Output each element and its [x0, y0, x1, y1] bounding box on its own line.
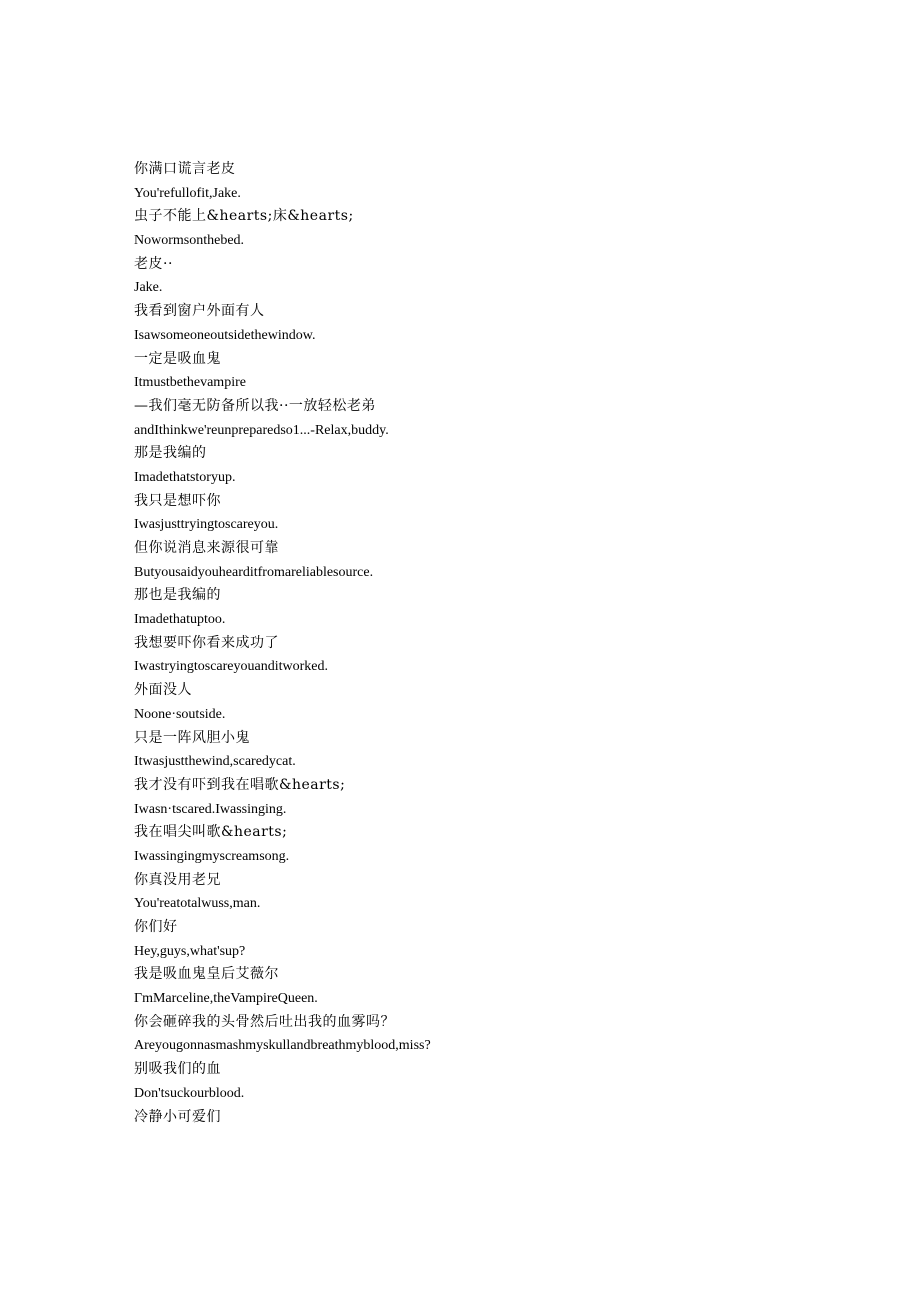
- subtitle-line-zh: 老皮··: [134, 255, 173, 272]
- subtitle-line-en: Isawsomeoneoutsidethewindow.: [134, 327, 316, 343]
- subtitle-line-zh: 但你说消息来源很可靠: [134, 540, 279, 556]
- subtitle-line-zh: 你们好: [134, 919, 178, 935]
- subtitle-line-en: Butyousaidyouhearditfromareliablesource.: [134, 564, 374, 580]
- subtitle-line-zh: 我才没有吓到我在唱歌&hearts;: [134, 776, 346, 793]
- subtitle-line-en: Nowormsonthebed.: [134, 233, 245, 249]
- subtitle-line-zh: 一定是吸血鬼: [134, 350, 221, 367]
- subtitle-line-en: You'reatotalwuss,man.: [134, 896, 261, 912]
- subtitle-line-zh: —我们毫无防备所以我··一放轻松老弟: [134, 397, 376, 414]
- subtitle-line-zh: 我看到窗户外面有人: [134, 303, 265, 320]
- subtitle-line-zh: 只是一阵风胆小鬼: [134, 729, 250, 746]
- subtitle-line-en: Imadethatuptoo.: [134, 612, 226, 628]
- subtitle-line-zh: 我只是想吓你: [134, 492, 221, 509]
- subtitle-line-en: Iwassingingmyscreamsong.: [134, 848, 290, 864]
- subtitle-line-en: Iwasn·tscared.Iwassinging.: [134, 801, 287, 817]
- subtitle-line-en: Hey,guys,what'sup?: [134, 943, 246, 959]
- subtitle-line-en: You'refullofit,Jake.: [134, 185, 241, 201]
- subtitle-text-block: [134, 158, 854, 1129]
- subtitle-line-zh: 那是我编的: [134, 445, 207, 462]
- subtitle-line-zh: 你真没用老兄: [134, 871, 221, 888]
- subtitle-line-zh: 那也是我编的: [134, 587, 221, 604]
- subtitle-line-en: andIthinkwe'reunpreparedso1...-Relax,buddy.: [134, 422, 389, 438]
- subtitle-line-zh: 冷静小可爱们: [134, 1108, 221, 1125]
- subtitle-line-en: Itwasjustthewind,scaredycat.: [134, 754, 296, 770]
- subtitle-line-zh: 外面没人: [134, 682, 192, 699]
- subtitle-line-en: Iwastryingtoscareyouanditworked.: [134, 659, 328, 675]
- subtitle-line-zh: 我想要吓你看来成功了: [134, 634, 279, 651]
- subtitle-line-en: Imadethatstoryup.: [134, 469, 236, 485]
- subtitle-line-en: Don'tsuckourblood.: [134, 1085, 245, 1101]
- subtitle-line-en: Areyougonnasmashmyskullandbreathmyblood,miss?: [134, 1038, 431, 1054]
- subtitle-line-en: Itmustbethevampire: [134, 375, 246, 391]
- subtitle-line-zh: 虫子不能上&hearts;床&hearts;: [134, 208, 354, 225]
- subtitle-line-zh: 我在唱尖叫歌&hearts;: [134, 824, 288, 841]
- subtitle-line-zh: 你满口谎言老皮: [134, 161, 236, 177]
- subtitle-line-en: Iwasjusttryingtoscareyou.: [134, 517, 279, 533]
- subtitle-line-en: Noone·soutside.: [134, 706, 226, 722]
- subtitle-line-en: ΓmMarceline,theVampireQueen.: [134, 991, 318, 1007]
- subtitle-line-en: Jake.: [134, 280, 163, 296]
- subtitle-line-zh: 我是吸血鬼皇后艾薇尔: [134, 966, 279, 983]
- subtitle-line-zh: 别吸我们的血: [134, 1061, 221, 1078]
- subtitle-line-zh: 你会砸碎我的头骨然后吐出我的血雾吗？: [134, 1013, 395, 1030]
